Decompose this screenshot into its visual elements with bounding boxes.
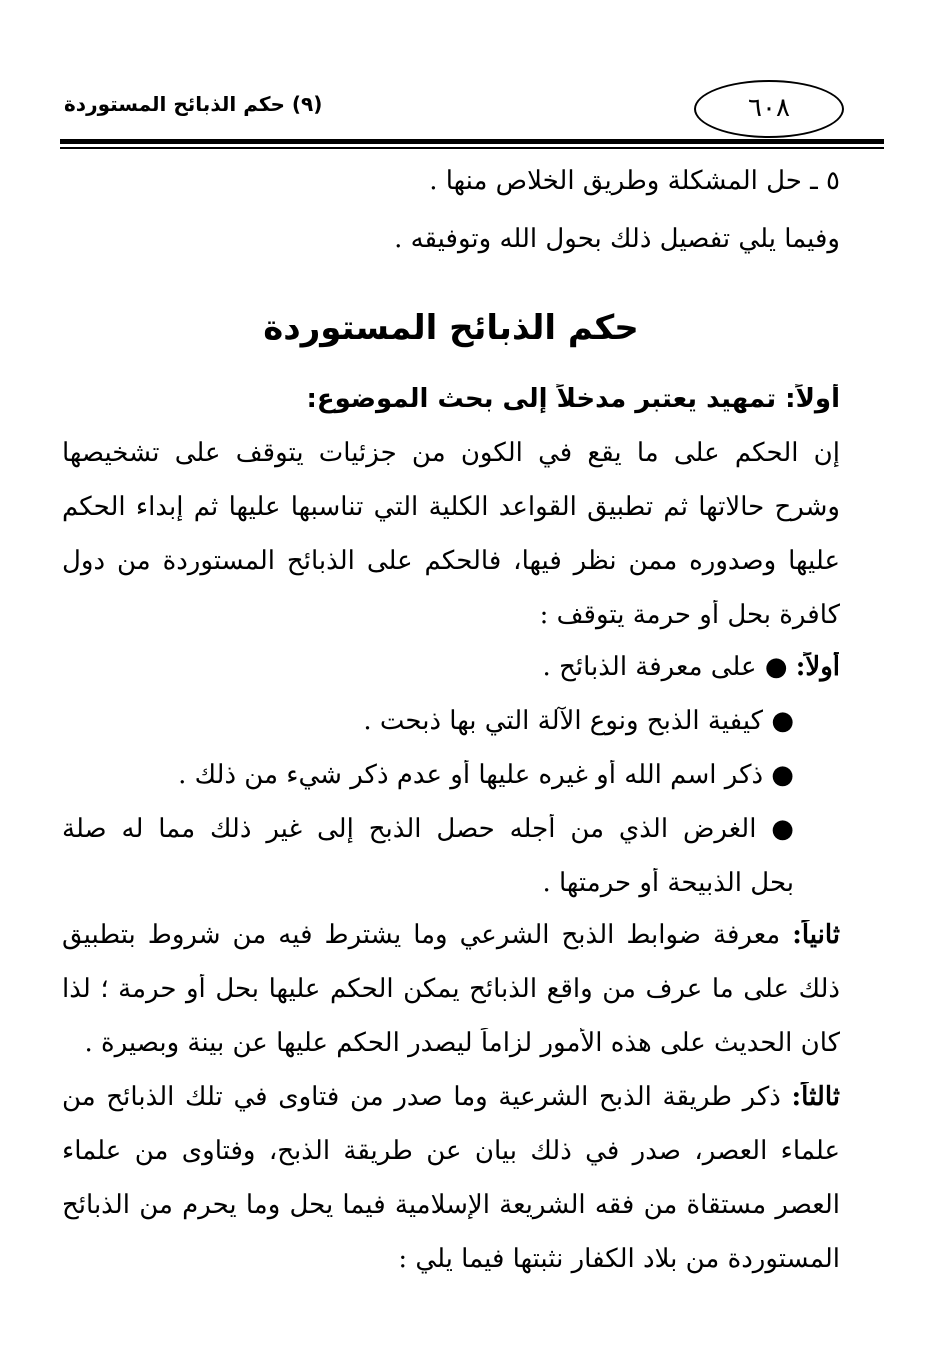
third-label: ثالثاً: xyxy=(791,1082,840,1112)
header-rule-thin xyxy=(60,147,884,149)
third-line: ذكر طريقة الذبح الشرعية وما صدر من فتاوى في تلك الذبائح من xyxy=(62,1082,781,1112)
page-number: ٦٠٨ xyxy=(694,80,844,138)
first-bullet-4: ● الغرض الذي من أجله حصل الذبح إلى غير ذلك مما له صلة xyxy=(62,814,794,844)
section-subheading: أولاً: تمهيد يعتبر مدخلاً إلى بحث الموضوع: xyxy=(306,384,840,414)
paragraph1-line: كافرة بحل أو حرمة يتوقف : xyxy=(539,600,840,630)
second-point xyxy=(62,920,840,950)
third-point xyxy=(62,1082,840,1112)
third-line: علماء العصر، صدر في ذلك بيان عن طريقة الذبح، وفتاوى من علماء xyxy=(62,1136,840,1166)
header-rule xyxy=(60,139,884,144)
first-bullet-1: ● على معرفة الذبائح . xyxy=(542,652,788,682)
second-line: كان الحديث على هذه الأمور لزاماً ليصدر الحكم عليها عن بينة وبصيرة . xyxy=(84,1028,840,1058)
first-label: أولاً: xyxy=(795,652,840,682)
paragraph1-line: عليها وصدوره ممن نظر فيها، فالحكم على الذبائح المستوردة من دول xyxy=(62,546,840,576)
third-line: العصر مستقاة من فقه الشريعة الإسلامية فيما يحل وما يحرم من الذبائح xyxy=(62,1190,840,1220)
running-title: (٩) حكم الذبائح المستوردة xyxy=(64,92,323,116)
section-title: حكم الذبائح المستوردة xyxy=(263,308,639,348)
paragraph1-line: إن الحكم على ما يقع في الكون من جزئيات يتوقف على تشخيصها xyxy=(62,438,840,468)
second-label: ثانياً: xyxy=(792,920,840,950)
first-point xyxy=(62,652,840,682)
intro-item-5: ٥ ـ حل المشكلة وطريق الخلاص منها . xyxy=(429,166,840,196)
page-header xyxy=(60,78,884,148)
paragraph1-line: وشرح حالاتها ثم تطبيق القواعد الكلية التي تناسبها عليها ثم إبداء الحكم xyxy=(62,492,840,522)
first-bullet-4-cont: بحل الذبيحة أو حرمتها . xyxy=(542,868,794,898)
second-line: ذلك على ما عرف من واقع الذبائح يمكن الحكم عليها بحل أو حرمة ؛ لذا xyxy=(62,974,840,1004)
intro-following: وفيما يلي تفصيل ذلك بحول الله وتوفيقه . xyxy=(394,224,840,254)
first-bullet-3: ● ذكر اسم الله أو غيره عليها أو عدم ذكر شيء من ذلك . xyxy=(178,760,794,790)
third-line: المستوردة من بلاد الكفار نثبتها فيما يلي : xyxy=(398,1244,840,1274)
first-bullet-2: ● كيفية الذبح ونوع الآلة التي بها ذبحت . xyxy=(363,706,794,736)
second-line: معرفة ضوابط الذبح الشرعي وما يشترط فيه من شروط بتطبيق xyxy=(62,920,781,950)
